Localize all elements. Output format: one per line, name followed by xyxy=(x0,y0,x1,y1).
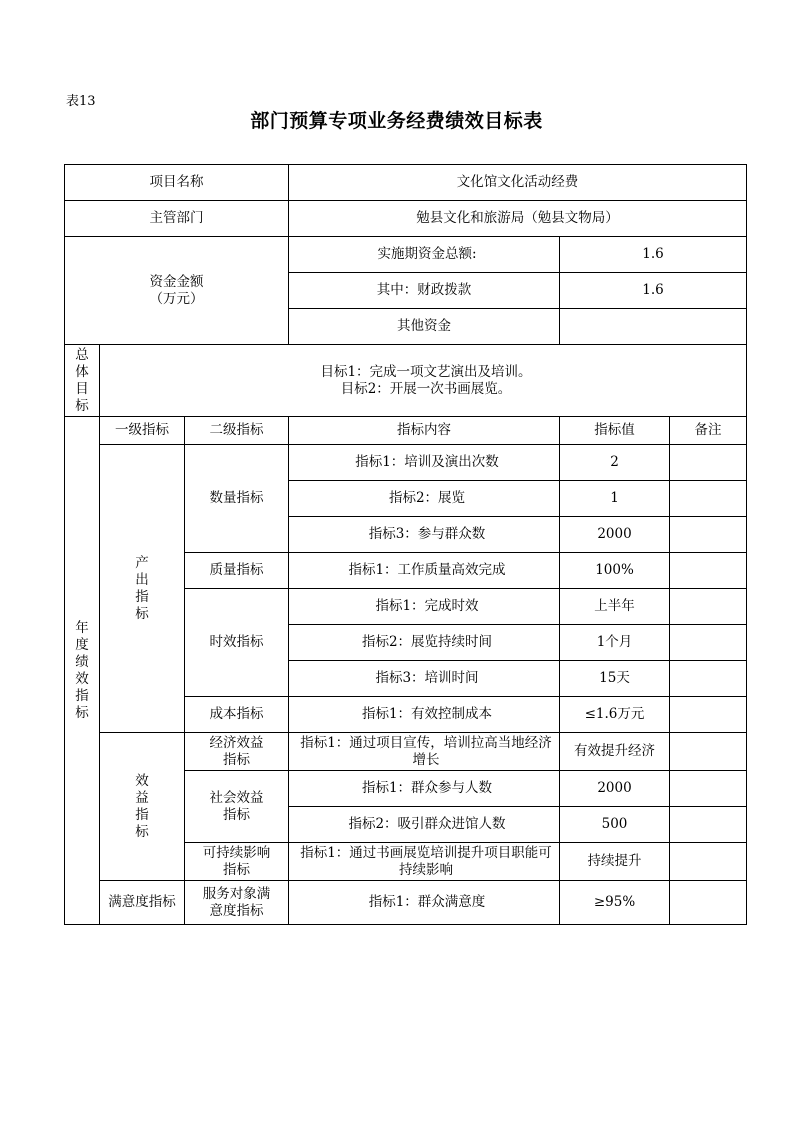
annual-label-char: 效 xyxy=(75,670,89,687)
annual-indicator-label xyxy=(65,417,100,925)
output-label-char: 指 xyxy=(135,588,149,605)
header-level1: 一级指标 xyxy=(100,417,185,445)
indicator-content: 指标1：群众参与人数 xyxy=(289,771,560,807)
benefit-label-char: 益 xyxy=(135,789,149,806)
indicator-content: 指标2：展览 xyxy=(289,481,560,517)
table-row xyxy=(65,881,747,925)
table-row xyxy=(65,445,747,481)
indicator-content: 指标2：吸引群众进馆人数 xyxy=(289,807,560,843)
indicator-note xyxy=(670,697,747,733)
indicator-value: 100% xyxy=(560,553,670,589)
funds-label-line2: （万元） xyxy=(149,290,204,307)
annual-label-char: 绩 xyxy=(75,653,89,670)
funds-other-value xyxy=(560,309,747,345)
funds-fiscal-label: 其中：财政拨款 xyxy=(289,273,560,309)
benefit-label-char: 标 xyxy=(135,823,149,840)
indicator-value: 2 xyxy=(560,445,670,481)
social-indicator-label: 社会效益指标 xyxy=(185,771,289,843)
project-row xyxy=(65,165,747,201)
indicator-note xyxy=(670,625,747,661)
indicator-note xyxy=(670,553,747,589)
indicator-value: 有效提升经济 xyxy=(560,733,670,771)
project-label: 项目名称 xyxy=(65,165,289,201)
project-value: 文化馆文化活动经费 xyxy=(289,165,747,201)
indicator-value: 15天 xyxy=(560,661,670,697)
indicator-content: 指标1：通过项目宣传，培训拉高当地经济增长 xyxy=(289,733,560,771)
funds-other-label: 其他资金 xyxy=(289,309,560,345)
annual-label-char: 度 xyxy=(75,636,89,653)
header-content: 指标内容 xyxy=(289,417,560,445)
header-note: 备注 xyxy=(670,417,747,445)
indicator-value: 持续提升 xyxy=(560,843,670,881)
indicator-content: 指标1：工作质量高效完成 xyxy=(289,553,560,589)
annual-label-char: 指 xyxy=(75,687,89,704)
funds-fiscal-value: 1.6 xyxy=(560,273,747,309)
annual-label-char: 年 xyxy=(75,619,89,636)
annual-label-char: 标 xyxy=(75,704,89,721)
indicator-note xyxy=(670,843,747,881)
funds-total-value: 1.6 xyxy=(560,237,747,273)
dept-row xyxy=(65,201,747,237)
funds-label-line1: 资金金额 xyxy=(149,273,204,290)
quantity-indicator-label: 数量指标 xyxy=(185,445,289,553)
indicator-content: 指标1：完成时效 xyxy=(289,589,560,625)
sustain-indicator-label: 可持续影响指标 xyxy=(185,843,289,881)
indicator-note xyxy=(670,481,747,517)
goal-1: 目标1：完成一项文艺演出及培训。 xyxy=(320,363,532,380)
benefit-label-char: 指 xyxy=(135,806,149,823)
indicator-content: 指标3：培训时间 xyxy=(289,661,560,697)
indicator-header-row xyxy=(65,417,747,445)
page-title: 部门预算专项业务经费绩效目标表 xyxy=(250,110,543,132)
timeliness-indicator-label: 时效指标 xyxy=(185,589,289,697)
funds-total-row xyxy=(65,237,747,273)
header-level2: 二级指标 xyxy=(185,417,289,445)
quality-indicator-label: 质量指标 xyxy=(185,553,289,589)
output-label-char: 标 xyxy=(135,605,149,622)
indicator-value: 上半年 xyxy=(560,589,670,625)
output-label-char: 产 xyxy=(135,554,149,571)
benefit-label-char: 效 xyxy=(135,772,149,789)
satisfaction-level1-label: 满意度指标 xyxy=(100,881,185,925)
overall-label-char: 体 xyxy=(75,363,89,380)
indicator-value: 1个月 xyxy=(560,625,670,661)
table-number: 表13 xyxy=(66,94,96,109)
indicator-value: 2000 xyxy=(560,517,670,553)
indicator-content: 指标1：培训及演出次数 xyxy=(289,445,560,481)
overall-goal-label xyxy=(65,345,100,417)
output-label-char: 出 xyxy=(135,571,149,588)
header-value: 指标值 xyxy=(560,417,670,445)
output-indicator-label xyxy=(100,445,185,733)
indicator-note xyxy=(670,661,747,697)
indicator-content: 指标1：通过书画展览培训提升项目职能可持续影响 xyxy=(289,843,560,881)
indicator-note xyxy=(670,589,747,625)
indicator-content: 指标1：有效控制成本 xyxy=(289,697,560,733)
benefit-indicator-label xyxy=(100,733,185,881)
indicator-content: 指标2：展览持续时间 xyxy=(289,625,560,661)
dept-label: 主管部门 xyxy=(65,201,289,237)
overall-goal-text xyxy=(100,345,747,417)
economic-indicator-label: 经济效益指标 xyxy=(185,733,289,771)
indicator-value: 2000 xyxy=(560,771,670,807)
overall-label-char: 目 xyxy=(75,380,89,397)
cost-indicator-label: 成本指标 xyxy=(185,697,289,733)
indicator-value: 500 xyxy=(560,807,670,843)
overall-label-char: 总 xyxy=(75,346,89,363)
funds-total-label: 实施期资金总额: xyxy=(289,237,560,273)
indicator-value: 1 xyxy=(560,481,670,517)
indicator-content: 指标1：群众满意度 xyxy=(289,881,560,925)
funds-label xyxy=(65,237,289,345)
indicator-note xyxy=(670,445,747,481)
goal-2: 目标2：开展一次书画展览。 xyxy=(340,380,512,397)
indicator-content: 指标3：参与群众数 xyxy=(289,517,560,553)
indicator-note xyxy=(670,517,747,553)
performance-table xyxy=(64,164,747,925)
dept-value: 勉县文化和旅游局（勉县文物局） xyxy=(289,201,747,237)
overall-goal-row xyxy=(65,345,747,417)
indicator-note xyxy=(670,881,747,925)
indicator-value: ≤1.6万元 xyxy=(560,697,670,733)
indicator-note xyxy=(670,733,747,771)
indicator-note xyxy=(670,771,747,807)
indicator-value: ≥95% xyxy=(560,881,670,925)
table-row xyxy=(65,733,747,771)
overall-label-char: 标 xyxy=(75,397,89,414)
indicator-note xyxy=(670,807,747,843)
satisfaction-level2-label: 服务对象满意度指标 xyxy=(185,881,289,925)
